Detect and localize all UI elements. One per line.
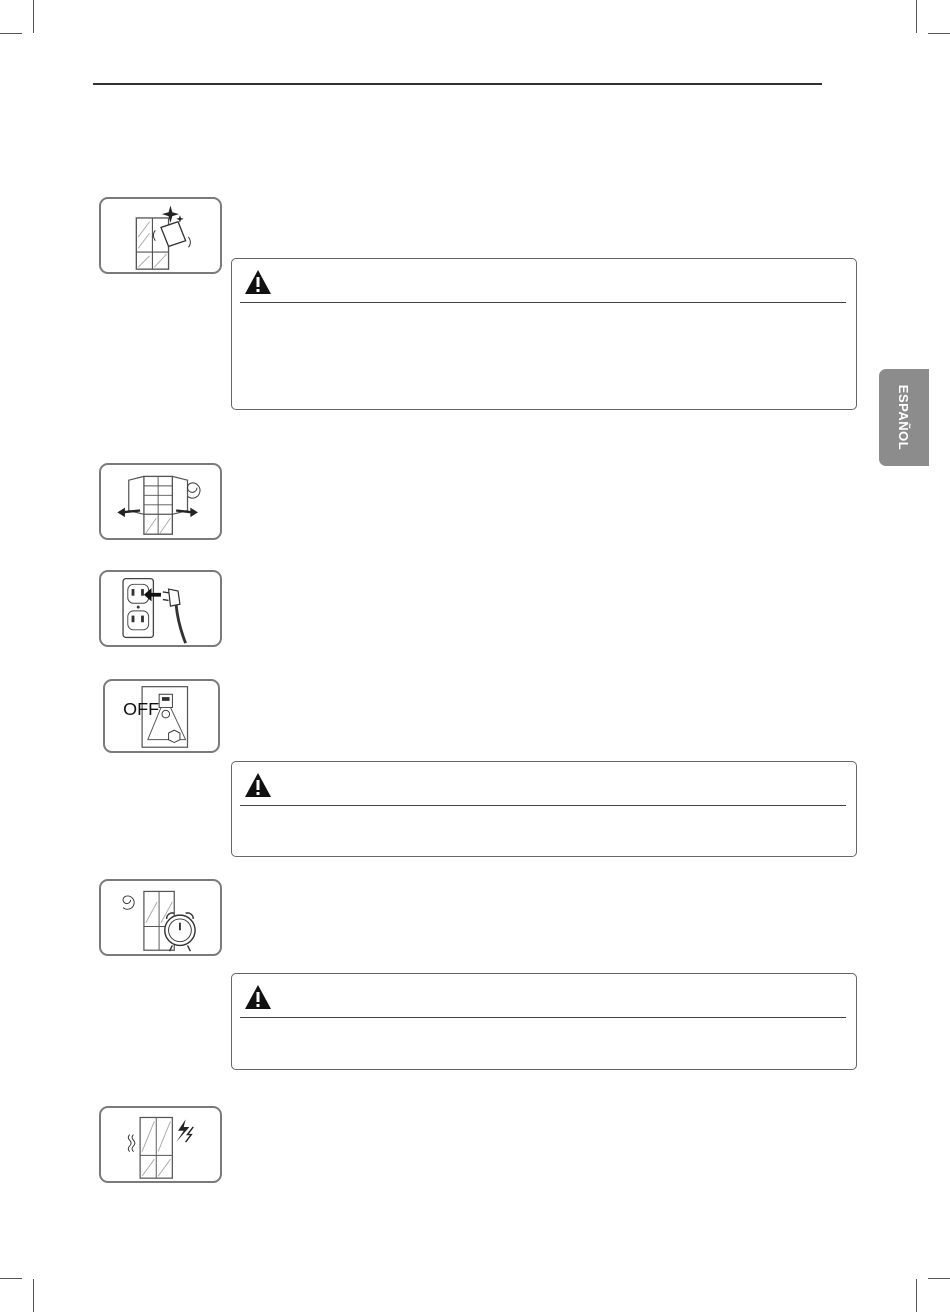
caution-box xyxy=(231,973,857,1070)
warning-triangle-icon xyxy=(243,983,273,1011)
crop-mark xyxy=(928,33,950,34)
warning-triangle-icon xyxy=(243,771,273,799)
ice-maker-off-label: OFF xyxy=(123,699,160,720)
crop-mark xyxy=(928,1278,950,1279)
crop-mark xyxy=(916,1279,917,1312)
warning-triangle-icon xyxy=(243,268,273,296)
ice-maker-off-icon xyxy=(103,679,220,753)
caution-header xyxy=(240,983,846,1018)
vacation-alarm-clock-icon xyxy=(99,879,222,956)
caution-header xyxy=(240,268,846,303)
caution-box xyxy=(231,258,857,410)
header-rule xyxy=(93,83,822,85)
crop-mark xyxy=(33,1279,34,1312)
refrigerator-noise-icon xyxy=(99,1106,222,1183)
crop-mark xyxy=(0,1278,22,1279)
caution-header xyxy=(240,771,846,806)
crop-mark xyxy=(916,0,917,33)
power-outlet-plug-icon xyxy=(99,570,222,647)
caution-box xyxy=(231,761,857,857)
open-doors-ventilation-icon xyxy=(99,463,222,540)
language-tab xyxy=(879,369,929,466)
refrigerator-cleaning-icon xyxy=(99,197,222,274)
language-tab-label: ESPAÑOL xyxy=(896,384,912,451)
crop-mark xyxy=(0,33,22,34)
crop-mark xyxy=(33,0,34,33)
